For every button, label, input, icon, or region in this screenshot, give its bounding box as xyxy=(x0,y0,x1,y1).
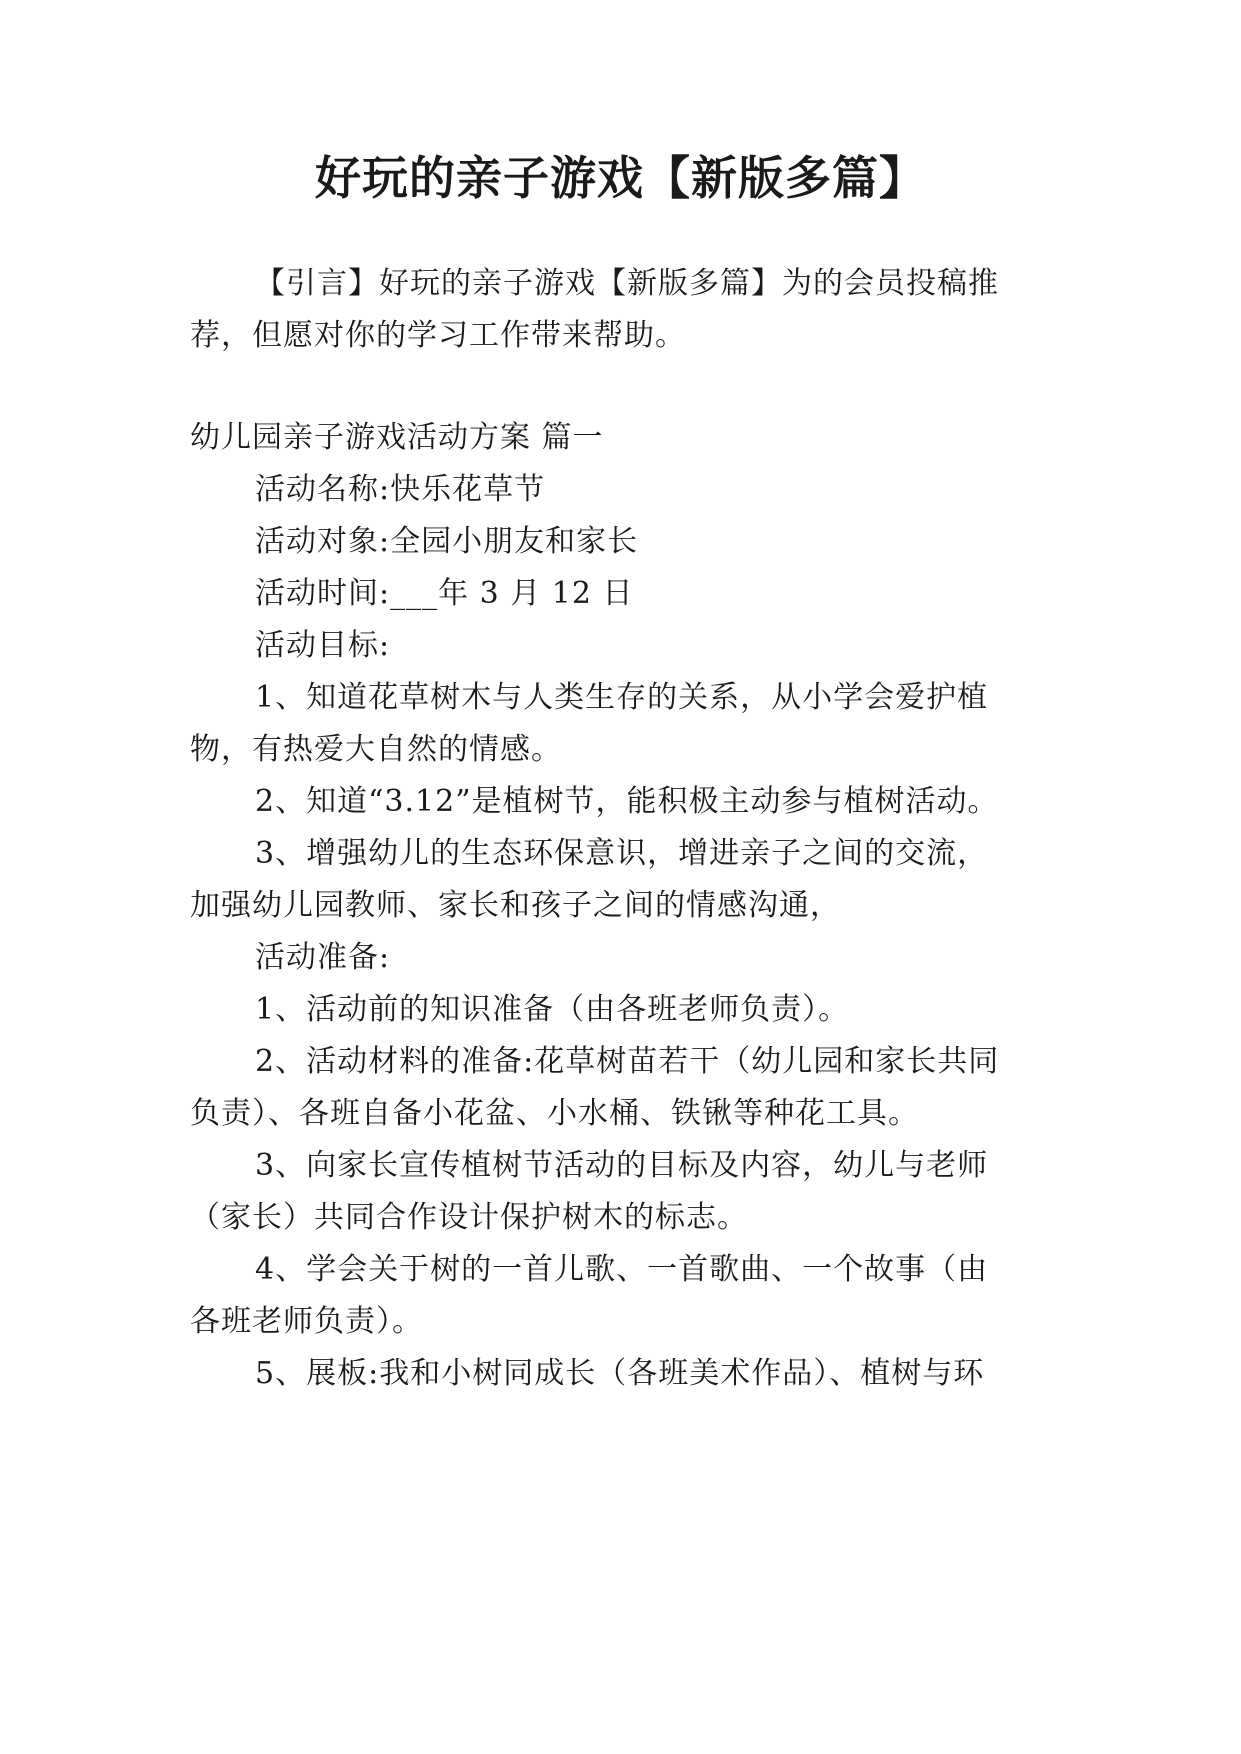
prep-3-line-1: 3、向家长宣传植树节活动的目标及内容，幼儿与老师 xyxy=(255,1148,989,1183)
intro-line-2: 荐，但愿对你的学习工作带来帮助。 xyxy=(190,318,686,353)
section-heading: 幼儿园亲子游戏活动方案 篇一 xyxy=(190,420,604,455)
prep-4-line-2: 各班老师负责）。 xyxy=(190,1304,423,1339)
prep-5-line-1: 5、展板:我和小树同成长（各班美术作品）、植树与环 xyxy=(255,1356,985,1391)
goal-2: 2、知道“3.12”是植树节，能积极主动参与植树活动。 xyxy=(255,784,999,819)
prep-4-line-1: 4、学会关于树的一首儿歌、一首歌曲、一个故事（由 xyxy=(255,1252,989,1287)
goal-3-line-1: 3、增强幼儿的生态环保意识，增进亲子之间的交流， xyxy=(255,836,989,871)
goal-3-line-2: 加强幼儿园教师、家长和孩子之间的情感沟通， xyxy=(190,888,841,923)
preparation-heading: 活动准备: xyxy=(255,940,391,975)
activity-time: 活动时间:___年 3 月 12 日 xyxy=(255,576,634,611)
activity-goals-heading: 活动目标: xyxy=(255,628,391,663)
prep-1: 1、活动前的知识准备（由各班老师负责）。 xyxy=(255,992,850,1027)
activity-name: 活动名称:快乐花草节 xyxy=(255,472,546,507)
intro-line-1: 【引言】好玩的亲子游戏【新版多篇】为的会员投稿推 xyxy=(255,266,999,301)
prep-3-line-2: （家长）共同合作设计保护树木的标志。 xyxy=(190,1200,748,1235)
goal-1-line-2: 物，有热爱大自然的情感。 xyxy=(190,732,562,767)
prep-2-line-2: 负责）、各班自备小花盆、小水桶、铁锹等种花工具。 xyxy=(190,1096,919,1131)
prep-2-line-1: 2、活动材料的准备:花草树苗若干（幼儿园和家长共同 xyxy=(255,1044,1000,1079)
goal-1-line-1: 1、知道花草树木与人类生存的关系，从小学会爱护植 xyxy=(255,680,989,715)
document-title: 好玩的亲子游戏【新版多篇】 xyxy=(315,151,926,205)
activity-target: 活动对象:全园小朋友和家长 xyxy=(255,524,639,559)
